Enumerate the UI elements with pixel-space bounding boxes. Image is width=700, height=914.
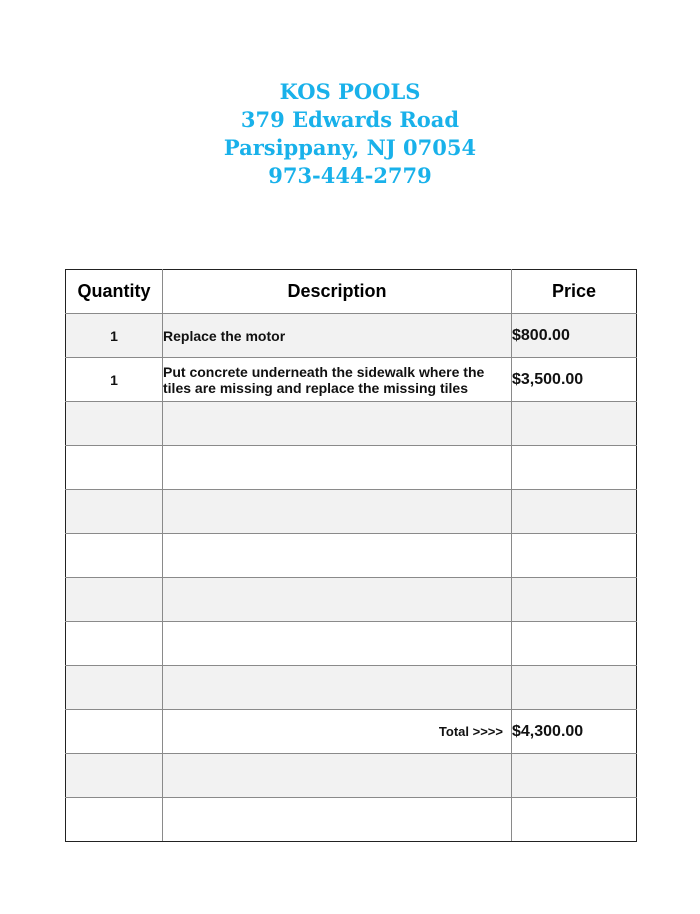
row-quantity bbox=[66, 622, 163, 666]
row-description bbox=[163, 402, 512, 446]
table-row bbox=[66, 666, 637, 710]
row-quantity bbox=[66, 534, 163, 578]
row-quantity bbox=[66, 754, 163, 798]
description-header: Description bbox=[163, 270, 512, 314]
table-row bbox=[66, 358, 637, 402]
table-row bbox=[66, 534, 637, 578]
table-row bbox=[66, 314, 637, 358]
row-quantity bbox=[66, 402, 163, 446]
total-label: Total >>>> bbox=[163, 710, 512, 754]
row-description bbox=[163, 490, 512, 534]
company-city: Parsippany, NJ 07054 bbox=[223, 135, 477, 160]
row-price bbox=[512, 622, 637, 666]
table-row bbox=[66, 798, 637, 842]
row-quantity: 1 bbox=[66, 358, 163, 402]
row-quantity: 1 bbox=[66, 314, 163, 358]
table-row bbox=[66, 490, 637, 534]
row-price: $3,500.00 bbox=[512, 358, 637, 402]
row-description: Put concrete underneath the sidewalk where the tiles are missing and replace the missing tiles bbox=[163, 358, 512, 402]
row-quantity bbox=[66, 578, 163, 622]
row-quantity bbox=[66, 446, 163, 490]
row-quantity bbox=[66, 666, 163, 710]
table-row bbox=[66, 578, 637, 622]
table-row bbox=[66, 754, 637, 798]
row-price bbox=[512, 578, 637, 622]
row-price bbox=[512, 534, 637, 578]
company-phone: 973-444-2779 bbox=[268, 163, 432, 188]
total-row bbox=[66, 710, 637, 754]
row-price bbox=[512, 446, 637, 490]
row-price bbox=[512, 666, 637, 710]
table-row bbox=[66, 622, 637, 666]
company-header bbox=[0, 78, 700, 190]
table-row bbox=[66, 446, 637, 490]
row-price bbox=[512, 490, 637, 534]
row-quantity bbox=[66, 798, 163, 842]
row-price: $800.00 bbox=[512, 314, 637, 358]
row-price bbox=[512, 402, 637, 446]
company-street: 379 Edwards Road bbox=[240, 107, 460, 132]
table-header-row bbox=[66, 270, 637, 314]
row-description bbox=[163, 798, 512, 842]
row-description bbox=[163, 666, 512, 710]
row-description bbox=[163, 578, 512, 622]
row-price bbox=[512, 798, 637, 842]
invoice-table bbox=[65, 269, 637, 842]
row-description bbox=[163, 534, 512, 578]
total-value: $4,300.00 bbox=[512, 710, 637, 754]
row-description: Replace the motor bbox=[163, 314, 512, 358]
table-row bbox=[66, 402, 637, 446]
row-price bbox=[512, 754, 637, 798]
row-description bbox=[163, 754, 512, 798]
quantity-header: Quantity bbox=[66, 270, 163, 314]
row-quantity bbox=[66, 490, 163, 534]
row-description bbox=[163, 446, 512, 490]
company-name: KOS POOLS bbox=[279, 79, 421, 104]
total-quantity-cell bbox=[66, 710, 163, 754]
row-description bbox=[163, 622, 512, 666]
price-header: Price bbox=[512, 270, 637, 314]
